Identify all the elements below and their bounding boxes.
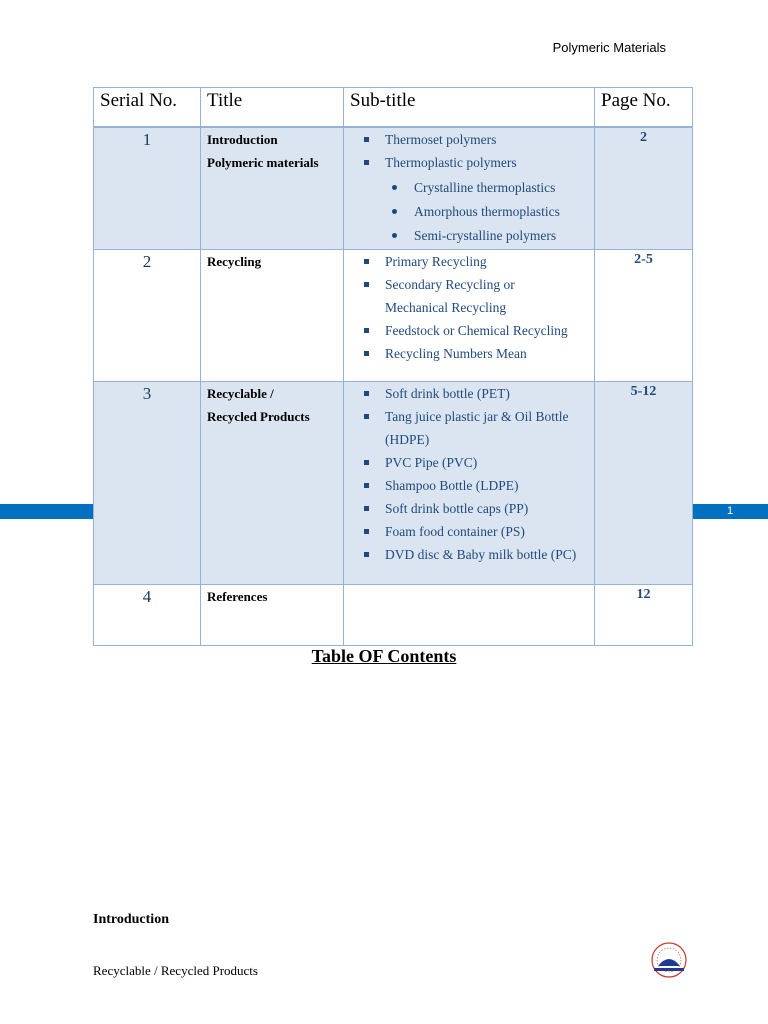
title-cell	[201, 584, 344, 645]
title-cell	[201, 127, 344, 249]
subtitle-cell	[344, 127, 595, 249]
title-line: Polymeric materials	[207, 155, 319, 170]
page-edge-bar-left	[0, 504, 93, 519]
list-item: Soft drink bottle (PET)	[344, 382, 594, 405]
toc-heading: Table OF Contents	[311, 646, 457, 666]
list-item: DVD disc & Baby milk bottle (PC)	[344, 543, 594, 566]
serial-cell: 4	[94, 584, 201, 645]
running-header: Polymeric Materials	[552, 40, 666, 55]
page-cell: 12	[595, 584, 693, 645]
list-item: Thermoset polymers	[344, 128, 594, 151]
list-item: Thermoplastic polymers	[344, 151, 594, 174]
page-cell: 2	[595, 127, 693, 249]
list-item: PVC Pipe (PVC)	[344, 451, 594, 474]
contents-table	[93, 87, 693, 646]
list-item: Primary Recycling	[344, 250, 594, 273]
page-cell: 5-12	[595, 381, 693, 584]
serial-cell: 1	[94, 127, 201, 249]
institute-logo-icon	[640, 938, 698, 978]
list-item: Crystalline thermoplastics	[344, 176, 594, 200]
serial-cell: 3	[94, 381, 201, 584]
running-footer: Recyclable / Recycled Products	[93, 963, 258, 978]
title-line: Recycling	[207, 253, 262, 269]
header-serial: Serial No.	[94, 88, 201, 128]
list-item: Soft drink bottle caps (PP)	[344, 497, 594, 520]
list-item: Foam food container (PS)	[344, 520, 594, 543]
table-row	[94, 584, 693, 645]
title-cell	[201, 381, 344, 584]
subtitle-list	[344, 250, 594, 365]
list-item: Feedstock or Chemical Recycling	[344, 319, 594, 342]
subtitle-list	[344, 128, 594, 174]
table-row	[94, 249, 693, 381]
subtitle-cell	[344, 584, 595, 645]
nested-list	[344, 176, 594, 248]
list-item: Amorphous thermoplastics	[344, 200, 594, 224]
list-item: Shampoo Bottle (LDPE)	[344, 474, 594, 497]
list-item: Recycling Numbers Mean	[344, 342, 594, 365]
title-line: Recyclable /	[207, 385, 274, 401]
subtitle-list	[344, 382, 594, 566]
serial-cell: 2	[94, 249, 201, 381]
title-cell	[201, 249, 344, 381]
header-subtitle: Sub-title	[344, 88, 595, 128]
header-title: Title	[201, 88, 344, 128]
table-header-row	[94, 88, 693, 128]
page-cell: 2-5	[595, 249, 693, 381]
header-page: Page No.	[595, 88, 693, 128]
section-heading: Introduction	[93, 912, 169, 927]
list-item: Tang juice plastic jar & Oil Bottle (HDPE)	[344, 405, 594, 451]
subtitle-cell	[344, 381, 595, 584]
page-number: 1	[692, 504, 768, 519]
title-line: References	[207, 588, 268, 604]
list-item: Semi-crystalline polymers	[344, 224, 594, 248]
subtitle-cell	[344, 249, 595, 381]
title-line: Recycled Products	[207, 408, 310, 424]
table-row	[94, 127, 693, 249]
title-line: Introduction	[207, 132, 278, 147]
table-row	[94, 381, 693, 584]
list-item: Secondary Recycling or Mechanical Recycling	[344, 273, 594, 319]
